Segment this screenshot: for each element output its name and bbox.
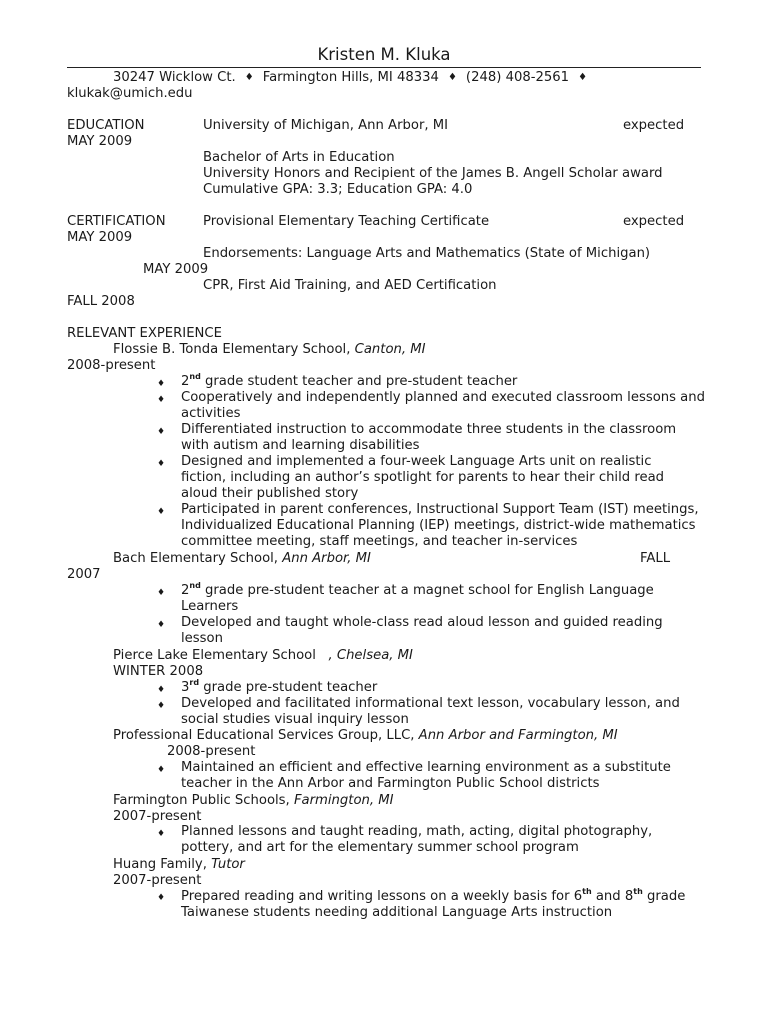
diamond-bullet-icon: ♦ [157,588,166,598]
diamond-bullet-icon: ♦ [157,427,166,437]
job-date: FALL [640,551,671,566]
bullet-text: Designed and implemented a four-week Language Arts unit on realistic fiction, including an author’s spotlight for parents to hear their child read aloud their published story [181,454,665,501]
job-org: Flossie B. Tonda Elementary School, [113,342,351,357]
resume-name: Kristen M. Kluka [317,45,451,64]
job-date: 2007-present [113,873,202,888]
bullet-text: 2nd grade student teacher and pre-student teacher [181,371,518,389]
header-divider [67,67,701,68]
bullet-text: Participated in parent conferences, Instructional Support Team (IST) meetings, Individualized Educational Planning (IEP) meetings, district-wide mathematics committee meeting, staff meetings, and teacher in-services [181,502,699,549]
job-date: WINTER 2008 [113,664,204,679]
contact-line [113,70,596,87]
job-date: 2007-present [113,809,202,824]
bullet-text: 3rd grade pre-student teacher [181,677,378,695]
bullet-text: Differentiated instruction to accommodate three students in the classroom with autism and learning disabilities [181,422,677,453]
job-org: Pierce Lake Elementary School [113,648,316,663]
job-org: Huang Family, [113,857,207,872]
diamond-bullet-icon: ♦ [157,701,166,711]
certification-item: Provisional Elementary Teaching Certificate [203,214,490,229]
diamond-separator-icon: ♦ [447,72,457,83]
education-expected: expected [623,118,685,133]
diamond-bullet-icon: ♦ [157,507,166,517]
bullet-text: Prepared reading and writing lessons on a weekly basis for 6th and 8th grade Taiwanese students needing additional Language Arts instruction [181,886,686,920]
education-gpa: Cumulative GPA: 3.3; Education GPA: 4.0 [203,182,473,197]
bullet-text: Maintained an efficient and effective learning environment as a substitute teacher in the Ann Arbor and Farmington Public School districts [181,760,671,791]
email: klukak@umich.edu [67,86,193,101]
education-date: MAY 2009 [67,134,133,149]
diamond-separator-icon: ♦ [244,72,254,83]
job-location: Tutor [211,857,245,872]
certification-item: CPR, First Aid Training, and AED Certification [203,278,497,293]
diamond-bullet-icon: ♦ [157,620,166,630]
address: 30247 Wicklow Ct. [113,70,236,85]
diamond-bullet-icon: ♦ [157,379,166,389]
bullet-text: Developed and taught whole-class read aloud lesson and guided reading lesson [181,615,663,646]
education-degree: Bachelor of Arts in Education [203,150,395,165]
job-title [113,648,413,664]
diamond-bullet-icon: ♦ [157,685,166,695]
job-date: 2007 [67,567,101,582]
job-title [113,728,618,744]
education-honors: University Honors and Recipient of the James B. Angell Scholar award [203,166,663,181]
certification-heading: CERTIFICATION [67,214,166,229]
certification-expected: expected [623,214,685,229]
bullet-text: Developed and facilitated informational text lesson, vocabulary lesson, and social studies visual inquiry lesson [181,696,680,727]
job-date: 2008-present [67,358,156,373]
certification-date: MAY 2009 [143,262,209,277]
job-location: Farmington, MI [293,793,394,808]
job-location: Ann Arbor and Farmington, MI [418,728,618,743]
education-school: University of Michigan, Ann Arbor, MI [203,118,449,133]
job-date: 2008-present [167,744,256,759]
diamond-bullet-icon: ♦ [157,459,166,469]
job-org: Farmington Public Schools, [113,793,290,808]
phone: (248) 408-2561 [465,70,570,85]
diamond-separator-icon: ♦ [578,72,588,83]
bullet-text: Cooperatively and independently planned and executed classroom lessons and activities [181,390,705,421]
job-location: Canton, MI [354,342,426,357]
job-org: Bach Elementary School, [113,551,278,566]
job-title [113,793,394,809]
diamond-bullet-icon: ♦ [157,765,166,775]
job-org: Professional Educational Services Group, LLC, [113,728,415,743]
certification-item: Endorsements: Language Arts and Mathematics (State of Michigan) [203,246,651,261]
diamond-bullet-icon: ♦ [157,893,166,903]
diamond-bullet-icon: ♦ [157,395,166,405]
diamond-bullet-icon: ♦ [157,829,166,839]
education-heading: EDUCATION [67,118,145,133]
experience-heading: RELEVANT EXPERIENCE [67,326,222,341]
job-title [113,857,245,873]
city: Farmington Hills, MI 48334 [262,70,439,85]
certification-date: FALL 2008 [67,294,135,309]
job-location: , Chelsea, MI [328,648,413,663]
job-location: Ann Arbor, MI [282,551,371,566]
job-title [113,342,426,358]
bullet-text: 2nd grade pre-student teacher at a magnet school for English Language Learners [181,580,654,614]
bullet-text: Planned lessons and taught reading, math, acting, digital photography, pottery, and art for the elementary summer school program [181,824,653,855]
job-title [113,551,371,567]
certification-date: MAY 2009 [67,230,133,245]
